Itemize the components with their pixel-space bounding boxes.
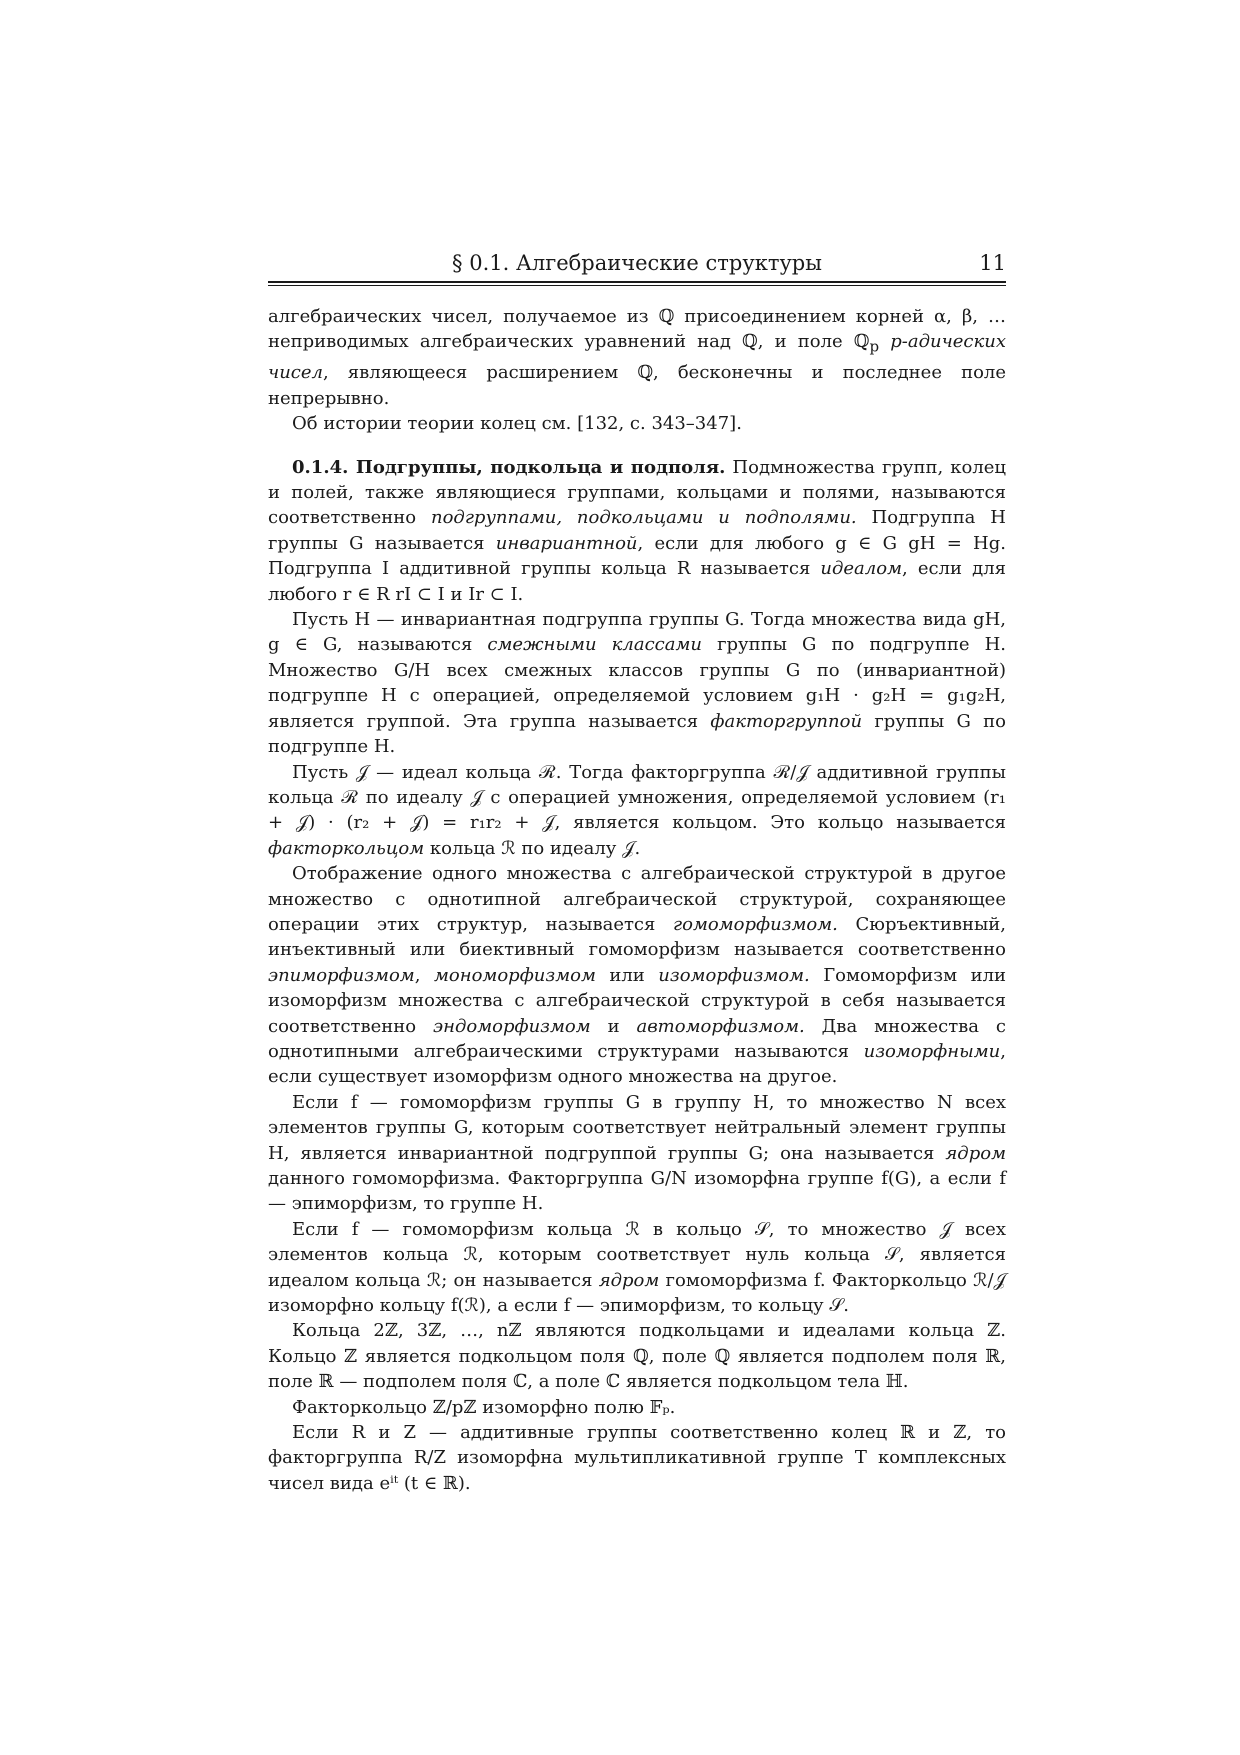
paragraph-7 bbox=[268, 1090, 1006, 1217]
p4-text-b: группы G по подгруппе H. Множество G/H всех смежных классов группы G по (инвариантной) подгруппе H с операцией, определяемой условием g₁H · g₂H = g₁g₂H, является группой. Эта группа называется bbox=[268, 634, 1007, 732]
p4-text-c: группы G по подгруппе H. bbox=[268, 710, 1006, 758]
p4-text-a: Пусть H — инвариантная подгруппа группы G. Тогда множества вида gH, g ∈ G, называются bbox=[268, 609, 1006, 656]
p6-term-1: гомоморфизмом. bbox=[673, 913, 838, 935]
p4-term-2: факторгруппой bbox=[710, 710, 863, 732]
p5-text-b: кольца ℛ по идеалу 𝒥. bbox=[424, 837, 641, 859]
p3-text-c: , если для любого g ∈ G gH = Hg. Подгруппа I аддитивной группы кольца R называется bbox=[268, 532, 1006, 580]
p3-term-2: инвариантной bbox=[495, 532, 638, 554]
paragraph-8 bbox=[268, 1217, 1006, 1319]
header-rule bbox=[268, 281, 1006, 283]
body-text bbox=[268, 304, 1006, 1496]
p3-text-a: Подмножества групп, колец и полей, также являющиеся группами, кольцами и полями, называются соответственно bbox=[268, 456, 1006, 529]
section-title: 0.1.4. Подгруппы, подкольца и подполя. bbox=[292, 456, 726, 478]
running-head: § 0.1. Алгебраические структуры bbox=[452, 251, 822, 275]
p8-text-b: гомоморфизма f. Факторкольцо ℛ/𝒥 изоморфно кольцу f(ℛ), а если f — эпиморфизм, то кольцу 𝒮. bbox=[268, 1269, 1006, 1317]
page-number: 11 bbox=[979, 251, 1006, 275]
paragraph-11: Если R и Z — аддитивные группы соответственно колец ℝ и ℤ, то факторгруппа R/Z изоморфна мультипликативной группе T комплексных чисел вида eⁱᵗ (t ∈ ℝ). bbox=[268, 1422, 1006, 1494]
paragraph-1 bbox=[268, 304, 1006, 411]
p6-text-d: или bbox=[595, 964, 659, 986]
p6-text-b: Сюръективный, инъективный или биективный гомоморфизм называется соответственно bbox=[268, 913, 1006, 961]
header-rule-thin bbox=[268, 285, 1006, 286]
p3-text-d: , если для любого r ∈ R rI ⊂ I и Ir ⊂ I. bbox=[268, 558, 1006, 605]
p1-text: алгебраических чисел, получаемое из ℚ присоединением корней α, β, … неприводимых алгебраических уравнений над ℚ, и поле ℚ bbox=[268, 306, 1006, 353]
p3-term-3: идеалом bbox=[820, 558, 903, 580]
p3-text-b: Подгруппа H группы G называется bbox=[268, 507, 1006, 554]
p5-text-a: Пусть 𝒥 — идеал кольца ℛ. Тогда факторгруппа ℛ/𝒥 аддитивной группы кольца ℛ по идеалу 𝒥 с операцией умножения, определяемой условием (r₁ + 𝒥) · (r₂ + 𝒥) = r₁r₂ + 𝒥, является кольцом. Это кольцо называется bbox=[268, 761, 1006, 834]
p1-term: p-адических чисел bbox=[268, 331, 1006, 384]
paragraph-2: Об истории теории колец см. [132, с. 343–347]. bbox=[292, 413, 742, 435]
p6-term-5: эндоморфизмом bbox=[433, 1015, 591, 1037]
p6-text-f: и bbox=[590, 1015, 637, 1037]
page-header bbox=[268, 250, 1006, 280]
paragraph-3 bbox=[268, 455, 1006, 607]
paragraph-10: Факторкольцо ℤ/pℤ изоморфно полю 𝔽ₚ. bbox=[292, 1396, 676, 1418]
p6-term-7: изоморфными bbox=[863, 1040, 1001, 1062]
p6-text-c: , bbox=[414, 964, 434, 986]
p3-term-1: подгруппами, подкольцами и подполями. bbox=[431, 507, 857, 529]
p6-text-h: , если существует изоморфизм одного множества на другое. bbox=[268, 1040, 1006, 1088]
paragraph-9: Кольца 2ℤ, 3ℤ, …, nℤ являются подкольцами и идеалами кольца ℤ. Кольцо ℤ является подкольцом поля ℚ, поле ℚ является подполем поля ℝ, поле ℝ — подполем поля ℂ, а поле ℂ является подкольцом тела ℍ. bbox=[268, 1320, 1006, 1393]
p6-term-6: автоморфизмом. bbox=[636, 1015, 805, 1037]
p6-text-g: Два множества с однотипными алгебраическими структурами называются bbox=[268, 1015, 1006, 1062]
paragraph-4 bbox=[268, 607, 1006, 759]
paragraph-5 bbox=[268, 760, 1006, 862]
p8-text-a: Если f — гомоморфизм кольца ℛ в кольцо 𝒮, то множество 𝒥 всех элементов кольца ℛ, которым соответствует нуль кольца 𝒮, является идеалом кольца ℛ; он называется bbox=[268, 1218, 1006, 1291]
p5-term-1: факторкольцом bbox=[268, 837, 425, 859]
p1-end: , являющееся расширением ℚ, бесконечны и последнее поле непрерывно. bbox=[268, 362, 1006, 409]
p4-term-1: смежными классами bbox=[487, 634, 703, 656]
p6-term-2: эпиморфизмом bbox=[268, 964, 415, 986]
p1-subscript: p bbox=[869, 338, 880, 356]
p6-term-4: изоморфизмом. bbox=[658, 964, 810, 986]
p7-term-1: ядром bbox=[945, 1142, 1006, 1164]
p6-text-a: Отображение одного множества с алгебраической структурой в другое множество с однотипной алгебраической структурой, сохраняющее операции этих структур, называется bbox=[268, 863, 1006, 935]
section-gap bbox=[268, 437, 1006, 455]
paragraph-6 bbox=[268, 861, 1006, 1090]
p6-text-e: Гомоморфизм или изоморфизм множества с алгебраической структурой в себя называется соответственно bbox=[268, 964, 1007, 1037]
p8-term-1: ядром bbox=[598, 1269, 660, 1291]
p7-text-a: Если f — гомоморфизм группы G в группу H, то множество N всех элементов группы G, которым соответствует нейтральный элемент группы H, является инвариантной подгруппой группы G; она называется bbox=[268, 1091, 1006, 1164]
p7-text-b: данного гомоморфизма. Факторгруппа G/N изоморфна группе f(G), а если f — эпиморфизм, то группе H. bbox=[268, 1168, 1006, 1215]
p6-term-3: мономорфизмом bbox=[433, 964, 596, 986]
